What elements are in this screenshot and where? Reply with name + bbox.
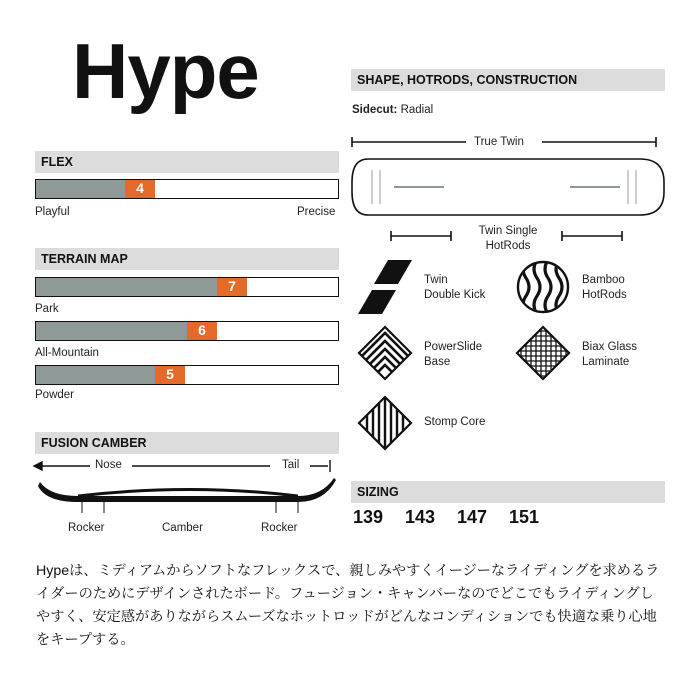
terrain-all-mountain-value: 6 [187,322,217,340]
flex-right-label: Precise [297,206,336,218]
camber-header: FUSION CAMBER [35,432,339,454]
flex-bar [35,179,339,199]
feature-biax-glass-laminate-line2: Laminate [582,356,630,368]
terrain-park-label: Park [35,303,59,315]
twin-double-kick-icon [358,260,412,314]
feature-biax-glass-laminate-line1: Biax Glass [582,341,637,353]
terrain-powder-value: 5 [155,366,185,384]
camber-nose-label: Nose [95,459,122,471]
size-151: 151 [509,507,540,527]
shape-header: SHAPE, HOTRODS, CONSTRUCTION [351,69,665,91]
camber-rocker-left-label: Rocker [68,522,105,534]
feature-biax-glass-laminate-label [582,340,637,370]
size-143: 143 [405,507,436,527]
feature-twin-double-kick-label [424,273,485,303]
camber-rocker-right-label: Rocker [261,522,298,534]
terrain-header: TERRAIN MAP [35,248,339,270]
hotrods-label-line2: HotRods [485,240,531,252]
size-139: 139 [353,507,384,527]
stomp-core-icon [356,394,414,452]
bamboo-hotrods-icon [516,260,570,314]
terrain-all-mountain-label: All-Mountain [35,347,99,359]
camber-tail-label: Tail [282,459,300,471]
terrain-park-fill [36,278,217,296]
board-title: Hype [72,27,259,115]
feature-bamboo-hotrods-label [582,273,627,303]
terrain-park-value: 7 [217,278,247,296]
terrain-all-mountain-bar [35,321,339,341]
biax-glass-laminate-icon [514,324,572,382]
terrain-powder-label: Powder [35,389,74,401]
terrain-park-bar [35,277,339,297]
flex-header: FLEX [35,151,339,173]
feature-powerslide-base-line2: Base [424,356,451,368]
sizing-header: SIZING [351,481,665,503]
camber-camber-label: Camber [162,522,203,534]
flex-left-label: Playful [35,206,70,218]
flex-bar-fill [36,180,125,198]
hotrods-label-line1: Twin Single [478,225,538,237]
feature-bamboo-hotrods-line1: Bamboo [582,274,625,286]
shape-name-label: True Twin [474,136,524,148]
size-147: 147 [457,507,488,527]
feature-twin-double-kick-line1: Twin [424,274,448,286]
sidecut-line [352,104,433,116]
feature-twin-double-kick-line2: Double Kick [424,289,486,301]
flex-value-badge: 4 [125,180,155,198]
feature-powerslide-base-line1: PowerSlide [424,341,483,353]
sidecut-label: Sidecut: [352,104,398,116]
product-description: Hypeは、ミディアムからソフトなフレックスで、親しみやすくイージーなライディングを求めるライダーのためにデザインされたボード。フュージョン・キャンバーなのでどこでもライディングしやすく、安定感がありながらスムーズなホットロッドがどんなコンディションでも快適な乗り心地をキープする。 [36,563,660,648]
sidecut-value: Radial [400,104,434,116]
terrain-powder-fill [36,366,155,384]
feature-stomp-core-label: Stomp Core [424,416,486,428]
terrain-all-mountain-fill [36,322,187,340]
feature-powerslide-base-label [424,340,482,370]
terrain-powder-bar [35,365,339,385]
powerslide-base-icon [356,324,414,382]
hotrods-label [468,224,548,254]
feature-bamboo-hotrods-line2: HotRods [582,289,627,301]
